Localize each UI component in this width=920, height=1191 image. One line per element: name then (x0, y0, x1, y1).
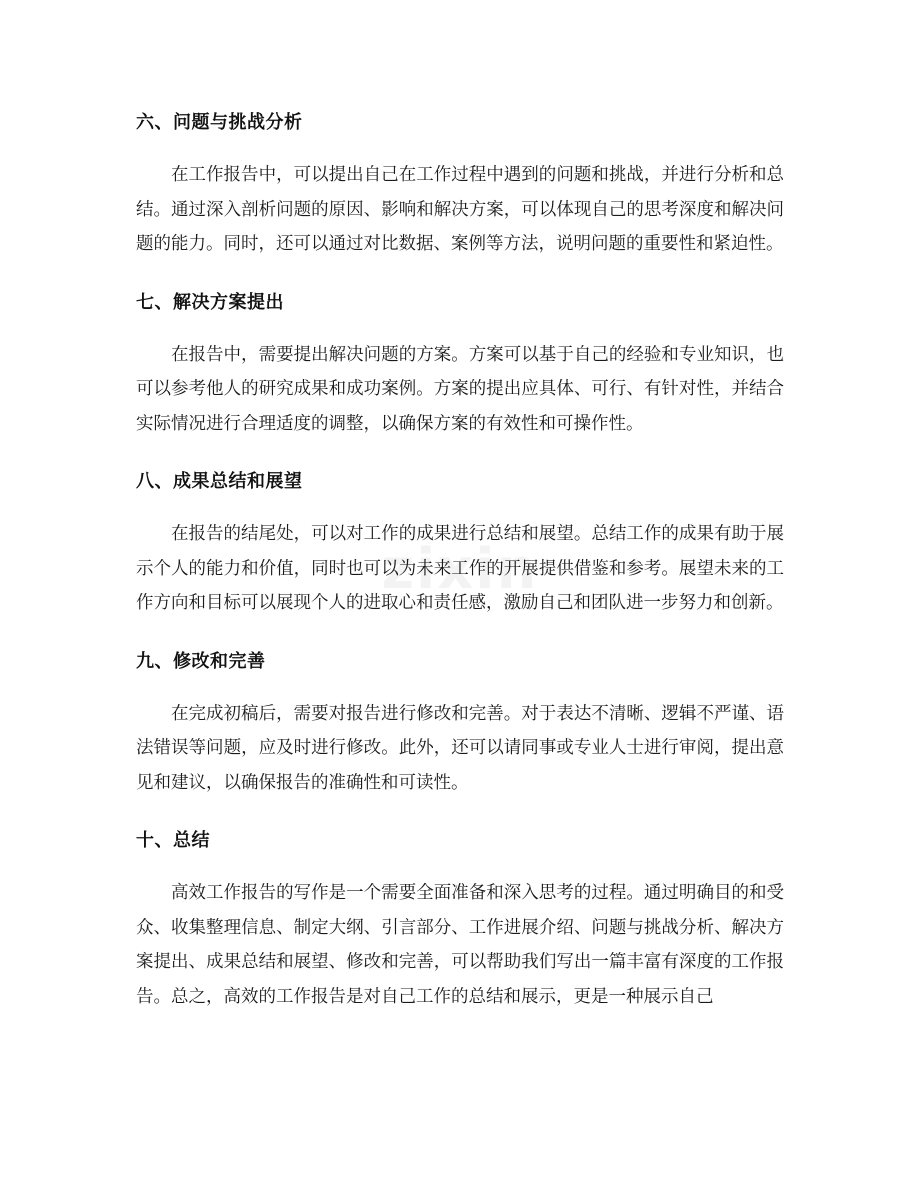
section-paragraph: 在报告的结尾处，可以对工作的成果进行总结和展望。总结工作的成果有助于展示个人的能力和价值，同时也可以为未来工作的开展提供借鉴和参考。展望未来的工作方向和目标可以展现个人的进取心和责任感，激励自己和团队进一步努力和创新。 (136, 524, 784, 613)
section-solutions (136, 284, 784, 442)
section-heading: 七、解决方案提出 (136, 291, 284, 313)
section-heading: 八、成果总结和展望 (136, 471, 303, 492)
section-summary (136, 822, 784, 1014)
section-paragraph: 在工作报告中，可以提出自己在工作过程中遇到的问题和挑战，并进行分析和总结。通过深入剖析问题的原因、影响和解决方案，可以体现自己的思考深度和解决问题的能力。同时，还可以通过对比数据、案例等方法，说明问题的重要性和紧迫性。 (136, 165, 784, 254)
section-revise-improve (136, 643, 784, 801)
section-paragraph: 在完成初稿后，需要对报告进行修改和完善。对于表达不清晰、逻辑不严谨、语法错误等问题，应及时进行修改。此外，还可以请同事或专业人士进行审阅，提出意见和建议，以确保报告的准确性和可读性。 (136, 703, 784, 793)
section-paragraph: 在报告中，需要提出解决问题的方案。方案可以基于自己的经验和专业知识，也可以参考他人的研究成果和成功案例。方案的提出应具体、可行、有针对性，并结合实际情况进行合理适度的调整，以确保方案的有效性和可操作性。 (136, 344, 784, 434)
document-body (136, 104, 784, 1036)
section-heading: 六、问题与挑战分析 (136, 112, 303, 133)
section-paragraph: 高效工作报告的写作是一个需要全面准备和深入思考的过程。通过明确目的和受众、收集整理信息、制定大纲、引言部分、工作进展介绍、问题与挑战分析、解决方案提出、成果总结和展望、修改和完善，可以帮助我们写出一篇丰富有深度的工作报告。总之，高效的工作报告是对自己工作的总结和展示，更是一种展示自己 (136, 883, 784, 1007)
section-problems-challenges (136, 104, 784, 262)
section-results-outlook (136, 463, 784, 621)
section-heading: 十、总结 (136, 830, 210, 851)
section-heading: 九、修改和完善 (136, 650, 266, 672)
